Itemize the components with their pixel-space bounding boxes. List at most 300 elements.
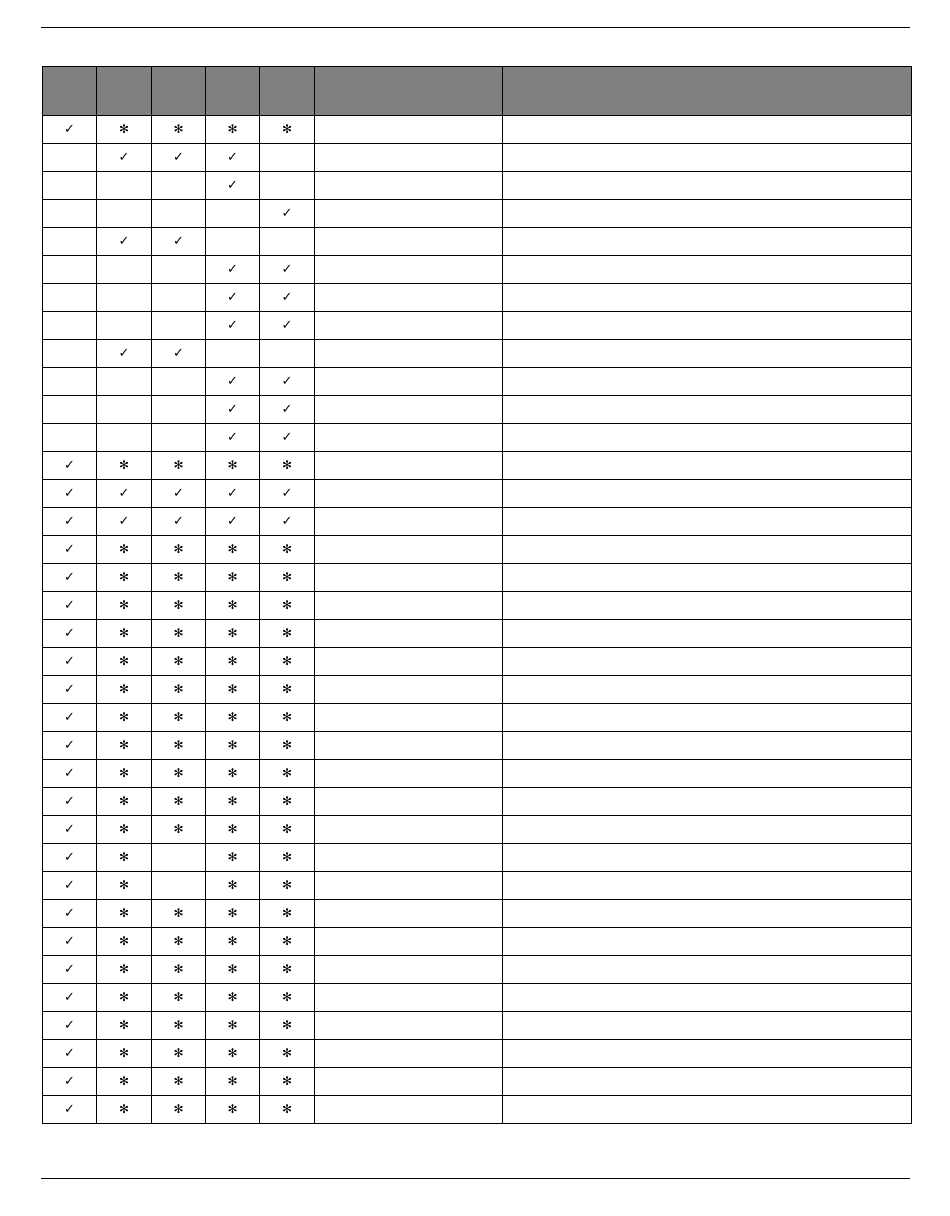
table-cell — [503, 1068, 912, 1096]
asterisk-icon: ✻ — [118, 990, 130, 1004]
asterisk-icon: ✻ — [173, 710, 184, 724]
table-cell — [315, 396, 503, 424]
table-cell — [97, 536, 152, 564]
asterisk-icon: ✻ — [118, 1102, 130, 1116]
table-cell — [43, 340, 97, 368]
table-cell — [315, 1068, 503, 1096]
asterisk-icon: ✻ — [118, 654, 130, 668]
table-cell — [206, 508, 260, 536]
table-body — [43, 116, 912, 1124]
checkmark-icon: ✓ — [64, 1074, 75, 1089]
asterisk-icon: ✻ — [118, 934, 130, 948]
table-cell — [206, 200, 260, 228]
table-cell — [97, 872, 152, 900]
table-row — [43, 648, 912, 676]
table-cell — [315, 816, 503, 844]
asterisk-icon: ✻ — [173, 1046, 184, 1060]
table-cell — [503, 844, 912, 872]
table-cell — [206, 452, 260, 480]
table-cell — [206, 872, 260, 900]
table-row — [43, 452, 912, 480]
table-cell — [315, 480, 503, 508]
table-cell — [315, 648, 503, 676]
checkmark-icon: ✓ — [64, 570, 75, 585]
table-cell — [260, 480, 315, 508]
table-cell — [315, 1096, 503, 1124]
table-cell — [97, 1068, 152, 1096]
table-row — [43, 928, 912, 956]
asterisk-icon: ✻ — [281, 906, 293, 920]
checkmark-icon: ✓ — [64, 514, 75, 529]
table-cell — [503, 116, 912, 144]
table-cell — [503, 340, 912, 368]
asterisk-icon: ✻ — [227, 990, 238, 1004]
table-cell — [503, 228, 912, 256]
table-cell — [206, 312, 260, 340]
asterisk-icon: ✻ — [118, 682, 130, 696]
table-header-row — [43, 67, 912, 116]
checkmark-icon: ✓ — [64, 458, 75, 473]
table-cell — [152, 172, 206, 200]
table-cell — [152, 200, 206, 228]
table-cell — [260, 760, 315, 788]
asterisk-icon: ✻ — [281, 878, 293, 892]
table-cell — [206, 984, 260, 1012]
table-cell — [97, 452, 152, 480]
table-cell — [152, 536, 206, 564]
asterisk-icon: ✻ — [281, 458, 293, 472]
table-cell — [206, 116, 260, 144]
table-cell — [260, 816, 315, 844]
asterisk-icon: ✻ — [281, 570, 293, 584]
asterisk-icon: ✻ — [227, 654, 238, 668]
table-cell — [97, 732, 152, 760]
table-cell — [152, 592, 206, 620]
table-row — [43, 172, 912, 200]
checkmark-icon: ✓ — [281, 514, 293, 529]
table-cell — [97, 564, 152, 592]
table-cell — [43, 200, 97, 228]
table-cell — [503, 704, 912, 732]
table-cell — [152, 340, 206, 368]
asterisk-icon: ✻ — [118, 1046, 130, 1060]
table-row — [43, 536, 912, 564]
checkmark-icon: ✓ — [281, 486, 293, 501]
table-cell — [206, 732, 260, 760]
table-cell — [503, 816, 912, 844]
table-cell — [315, 704, 503, 732]
table-cell — [206, 536, 260, 564]
table-cell — [315, 144, 503, 172]
asterisk-icon: ✻ — [173, 1102, 184, 1116]
table-cell — [315, 900, 503, 928]
table-cell — [43, 480, 97, 508]
table-cell — [43, 284, 97, 312]
table-cell — [97, 928, 152, 956]
table-row — [43, 340, 912, 368]
table-cell — [206, 956, 260, 984]
table-cell — [43, 228, 97, 256]
table-cell — [97, 984, 152, 1012]
table-row — [43, 480, 912, 508]
table-cell — [260, 1040, 315, 1068]
table-cell — [206, 1012, 260, 1040]
asterisk-icon: ✻ — [173, 458, 184, 472]
checkmark-icon: ✓ — [64, 710, 75, 725]
table-cell — [206, 844, 260, 872]
asterisk-icon: ✻ — [227, 1018, 238, 1032]
asterisk-icon: ✻ — [173, 766, 184, 780]
table-cell — [315, 452, 503, 480]
table-cell — [43, 900, 97, 928]
table-cell — [503, 984, 912, 1012]
table-row — [43, 760, 912, 788]
column-header — [152, 67, 206, 116]
table-cell — [97, 340, 152, 368]
table-cell — [315, 760, 503, 788]
table-cell — [206, 396, 260, 424]
table-cell — [152, 732, 206, 760]
table-cell — [97, 228, 152, 256]
table-cell — [97, 592, 152, 620]
asterisk-icon: ✻ — [227, 822, 238, 836]
table-row — [43, 592, 912, 620]
checkmark-icon: ✓ — [227, 514, 238, 529]
table-cell — [43, 872, 97, 900]
asterisk-icon: ✻ — [118, 542, 130, 556]
checkmark-icon: ✓ — [64, 878, 75, 893]
table-cell — [503, 872, 912, 900]
table-cell — [97, 676, 152, 704]
table-row — [43, 312, 912, 340]
table-cell — [152, 844, 206, 872]
table-cell — [152, 1096, 206, 1124]
asterisk-icon: ✻ — [118, 122, 130, 136]
table-cell — [315, 564, 503, 592]
table-cell — [152, 760, 206, 788]
asterisk-icon: ✻ — [173, 794, 184, 808]
table-cell — [260, 1012, 315, 1040]
asterisk-icon: ✻ — [281, 794, 293, 808]
bottom-rule — [41, 1178, 910, 1179]
asterisk-icon: ✻ — [281, 1074, 293, 1088]
table-cell — [315, 256, 503, 284]
table-cell — [206, 592, 260, 620]
checkmark-icon: ✓ — [227, 178, 238, 193]
asterisk-icon: ✻ — [227, 1074, 238, 1088]
table-cell — [97, 1096, 152, 1124]
checkmark-icon: ✓ — [227, 318, 238, 333]
checkmark-icon: ✓ — [64, 1102, 75, 1117]
column-header — [503, 67, 912, 116]
checkmark-icon: ✓ — [64, 654, 75, 669]
table-cell — [260, 172, 315, 200]
table-cell — [43, 312, 97, 340]
column-header — [97, 67, 152, 116]
asterisk-icon: ✻ — [227, 1102, 238, 1116]
table-cell — [503, 368, 912, 396]
table-cell — [503, 452, 912, 480]
checkmark-icon: ✓ — [227, 486, 238, 501]
table-cell — [43, 760, 97, 788]
table-cell — [206, 788, 260, 816]
asterisk-icon: ✻ — [227, 458, 238, 472]
table-row — [43, 508, 912, 536]
table-cell — [43, 536, 97, 564]
asterisk-icon: ✻ — [118, 738, 130, 752]
table-cell — [260, 144, 315, 172]
table-cell — [43, 984, 97, 1012]
asterisk-icon: ✻ — [118, 1018, 130, 1032]
table-cell — [152, 900, 206, 928]
checkmark-icon: ✓ — [64, 906, 75, 921]
checkmark-icon: ✓ — [227, 150, 238, 165]
table-cell — [43, 452, 97, 480]
table-cell — [315, 284, 503, 312]
table-cell — [97, 284, 152, 312]
table-cell — [97, 480, 152, 508]
table-row — [43, 284, 912, 312]
table-cell — [503, 648, 912, 676]
table-row — [43, 424, 912, 452]
table-cell — [315, 872, 503, 900]
table-cell — [503, 144, 912, 172]
table-cell — [43, 1040, 97, 1068]
table-cell — [503, 676, 912, 704]
table-cell — [206, 620, 260, 648]
table-row — [43, 564, 912, 592]
table-row — [43, 1068, 912, 1096]
table-cell — [152, 620, 206, 648]
table-row — [43, 872, 912, 900]
asterisk-icon: ✻ — [118, 878, 130, 892]
checkmark-icon: ✓ — [281, 430, 293, 445]
table-cell — [152, 396, 206, 424]
checkmark-icon: ✓ — [118, 234, 130, 249]
asterisk-icon: ✻ — [227, 1046, 238, 1060]
table-cell — [97, 312, 152, 340]
checkmark-icon: ✓ — [118, 514, 130, 529]
table-cell — [206, 424, 260, 452]
table-cell — [503, 900, 912, 928]
asterisk-icon: ✻ — [173, 822, 184, 836]
checkmark-icon: ✓ — [281, 374, 293, 389]
checkmark-icon: ✓ — [173, 486, 184, 501]
asterisk-icon: ✻ — [227, 878, 238, 892]
checkmark-icon: ✓ — [64, 542, 75, 557]
asterisk-icon: ✻ — [281, 990, 293, 1004]
table-cell — [260, 340, 315, 368]
asterisk-icon: ✻ — [173, 570, 184, 584]
table-cell — [503, 480, 912, 508]
table-cell — [43, 1096, 97, 1124]
table-cell — [152, 984, 206, 1012]
table-cell — [260, 424, 315, 452]
table-cell — [152, 144, 206, 172]
table-cell — [43, 676, 97, 704]
checkmark-icon: ✓ — [64, 794, 75, 809]
asterisk-icon: ✻ — [118, 822, 130, 836]
asterisk-icon: ✻ — [227, 682, 238, 696]
checkmark-icon: ✓ — [173, 234, 184, 249]
checkmark-icon: ✓ — [64, 766, 75, 781]
table-cell — [260, 592, 315, 620]
table-cell — [503, 396, 912, 424]
table-cell — [315, 732, 503, 760]
table-cell — [503, 732, 912, 760]
table-cell — [503, 424, 912, 452]
asterisk-icon: ✻ — [173, 626, 184, 640]
asterisk-icon: ✻ — [281, 850, 293, 864]
asterisk-icon: ✻ — [281, 1018, 293, 1032]
table-cell — [503, 1012, 912, 1040]
table-cell — [503, 172, 912, 200]
table-cell — [152, 872, 206, 900]
table-cell — [503, 284, 912, 312]
table-cell — [152, 452, 206, 480]
asterisk-icon: ✻ — [227, 794, 238, 808]
table-cell — [43, 144, 97, 172]
table-cell — [152, 256, 206, 284]
table-cell — [152, 1040, 206, 1068]
table-row — [43, 956, 912, 984]
table-cell — [315, 984, 503, 1012]
table-cell — [97, 760, 152, 788]
table-cell — [503, 536, 912, 564]
table-cell — [152, 928, 206, 956]
table-cell — [260, 508, 315, 536]
table-cell — [260, 228, 315, 256]
asterisk-icon: ✻ — [227, 934, 238, 948]
table-cell — [260, 676, 315, 704]
table-row — [43, 256, 912, 284]
checkmark-icon: ✓ — [173, 346, 184, 361]
table-row — [43, 900, 912, 928]
table-row — [43, 200, 912, 228]
table-cell — [43, 844, 97, 872]
table-cell — [315, 788, 503, 816]
table-cell — [260, 872, 315, 900]
asterisk-icon: ✻ — [227, 122, 238, 136]
table-cell — [206, 228, 260, 256]
table-cell — [206, 340, 260, 368]
table-cell — [315, 592, 503, 620]
table-cell — [503, 1040, 912, 1068]
feature-matrix-table — [42, 66, 912, 1124]
asterisk-icon: ✻ — [227, 962, 238, 976]
asterisk-icon: ✻ — [173, 934, 184, 948]
table-cell — [260, 1068, 315, 1096]
asterisk-icon: ✻ — [281, 122, 293, 136]
table-row — [43, 1040, 912, 1068]
checkmark-icon: ✓ — [227, 402, 238, 417]
asterisk-icon: ✻ — [118, 626, 130, 640]
asterisk-icon: ✻ — [118, 794, 130, 808]
checkmark-icon: ✓ — [64, 682, 75, 697]
table-cell — [97, 396, 152, 424]
table-cell — [97, 424, 152, 452]
table-cell — [315, 956, 503, 984]
asterisk-icon: ✻ — [281, 710, 293, 724]
checkmark-icon: ✓ — [64, 850, 75, 865]
table-cell — [97, 620, 152, 648]
table-cell — [315, 312, 503, 340]
table-cell — [43, 564, 97, 592]
table-cell — [97, 1040, 152, 1068]
table-cell — [260, 928, 315, 956]
table-row — [43, 732, 912, 760]
table-cell — [503, 928, 912, 956]
asterisk-icon: ✻ — [227, 906, 238, 920]
table-row — [43, 1096, 912, 1124]
asterisk-icon: ✻ — [281, 654, 293, 668]
table-cell — [206, 1068, 260, 1096]
checkmark-icon: ✓ — [173, 150, 184, 165]
asterisk-icon: ✻ — [173, 1074, 184, 1088]
asterisk-icon: ✻ — [118, 458, 130, 472]
table-cell — [503, 312, 912, 340]
table-cell — [206, 928, 260, 956]
table-cell — [260, 368, 315, 396]
checkmark-icon: ✓ — [227, 262, 238, 277]
table-cell — [43, 928, 97, 956]
table-cell — [260, 900, 315, 928]
table-cell — [43, 648, 97, 676]
table-cell — [97, 648, 152, 676]
table-cell — [206, 760, 260, 788]
table-cell — [152, 816, 206, 844]
table-cell — [260, 704, 315, 732]
table-cell — [97, 704, 152, 732]
table-cell — [97, 256, 152, 284]
table-cell — [260, 620, 315, 648]
table-cell — [260, 1096, 315, 1124]
table-cell — [315, 928, 503, 956]
table-cell — [43, 172, 97, 200]
table-row — [43, 984, 912, 1012]
table-cell — [260, 312, 315, 340]
checkmark-icon: ✓ — [281, 402, 293, 417]
table-cell — [315, 340, 503, 368]
checkmark-icon: ✓ — [64, 990, 75, 1005]
table-cell — [503, 956, 912, 984]
checkmark-icon: ✓ — [64, 934, 75, 949]
asterisk-icon: ✻ — [281, 598, 293, 612]
asterisk-icon: ✻ — [227, 850, 238, 864]
table-cell — [315, 200, 503, 228]
table-cell — [152, 956, 206, 984]
table-row — [43, 844, 912, 872]
table-row — [43, 816, 912, 844]
checkmark-icon: ✓ — [281, 290, 293, 305]
checkmark-icon: ✓ — [64, 122, 75, 137]
asterisk-icon: ✻ — [118, 906, 130, 920]
table-cell — [97, 844, 152, 872]
table-cell — [503, 788, 912, 816]
table-cell — [43, 788, 97, 816]
asterisk-icon: ✻ — [281, 822, 293, 836]
table-cell — [260, 396, 315, 424]
column-header — [260, 67, 315, 116]
table-row — [43, 368, 912, 396]
checkmark-icon: ✓ — [64, 1046, 75, 1061]
checkmark-icon: ✓ — [281, 262, 293, 277]
asterisk-icon: ✻ — [173, 1018, 184, 1032]
table-row — [43, 1012, 912, 1040]
table-cell — [206, 144, 260, 172]
table-cell — [315, 676, 503, 704]
table-cell — [260, 732, 315, 760]
